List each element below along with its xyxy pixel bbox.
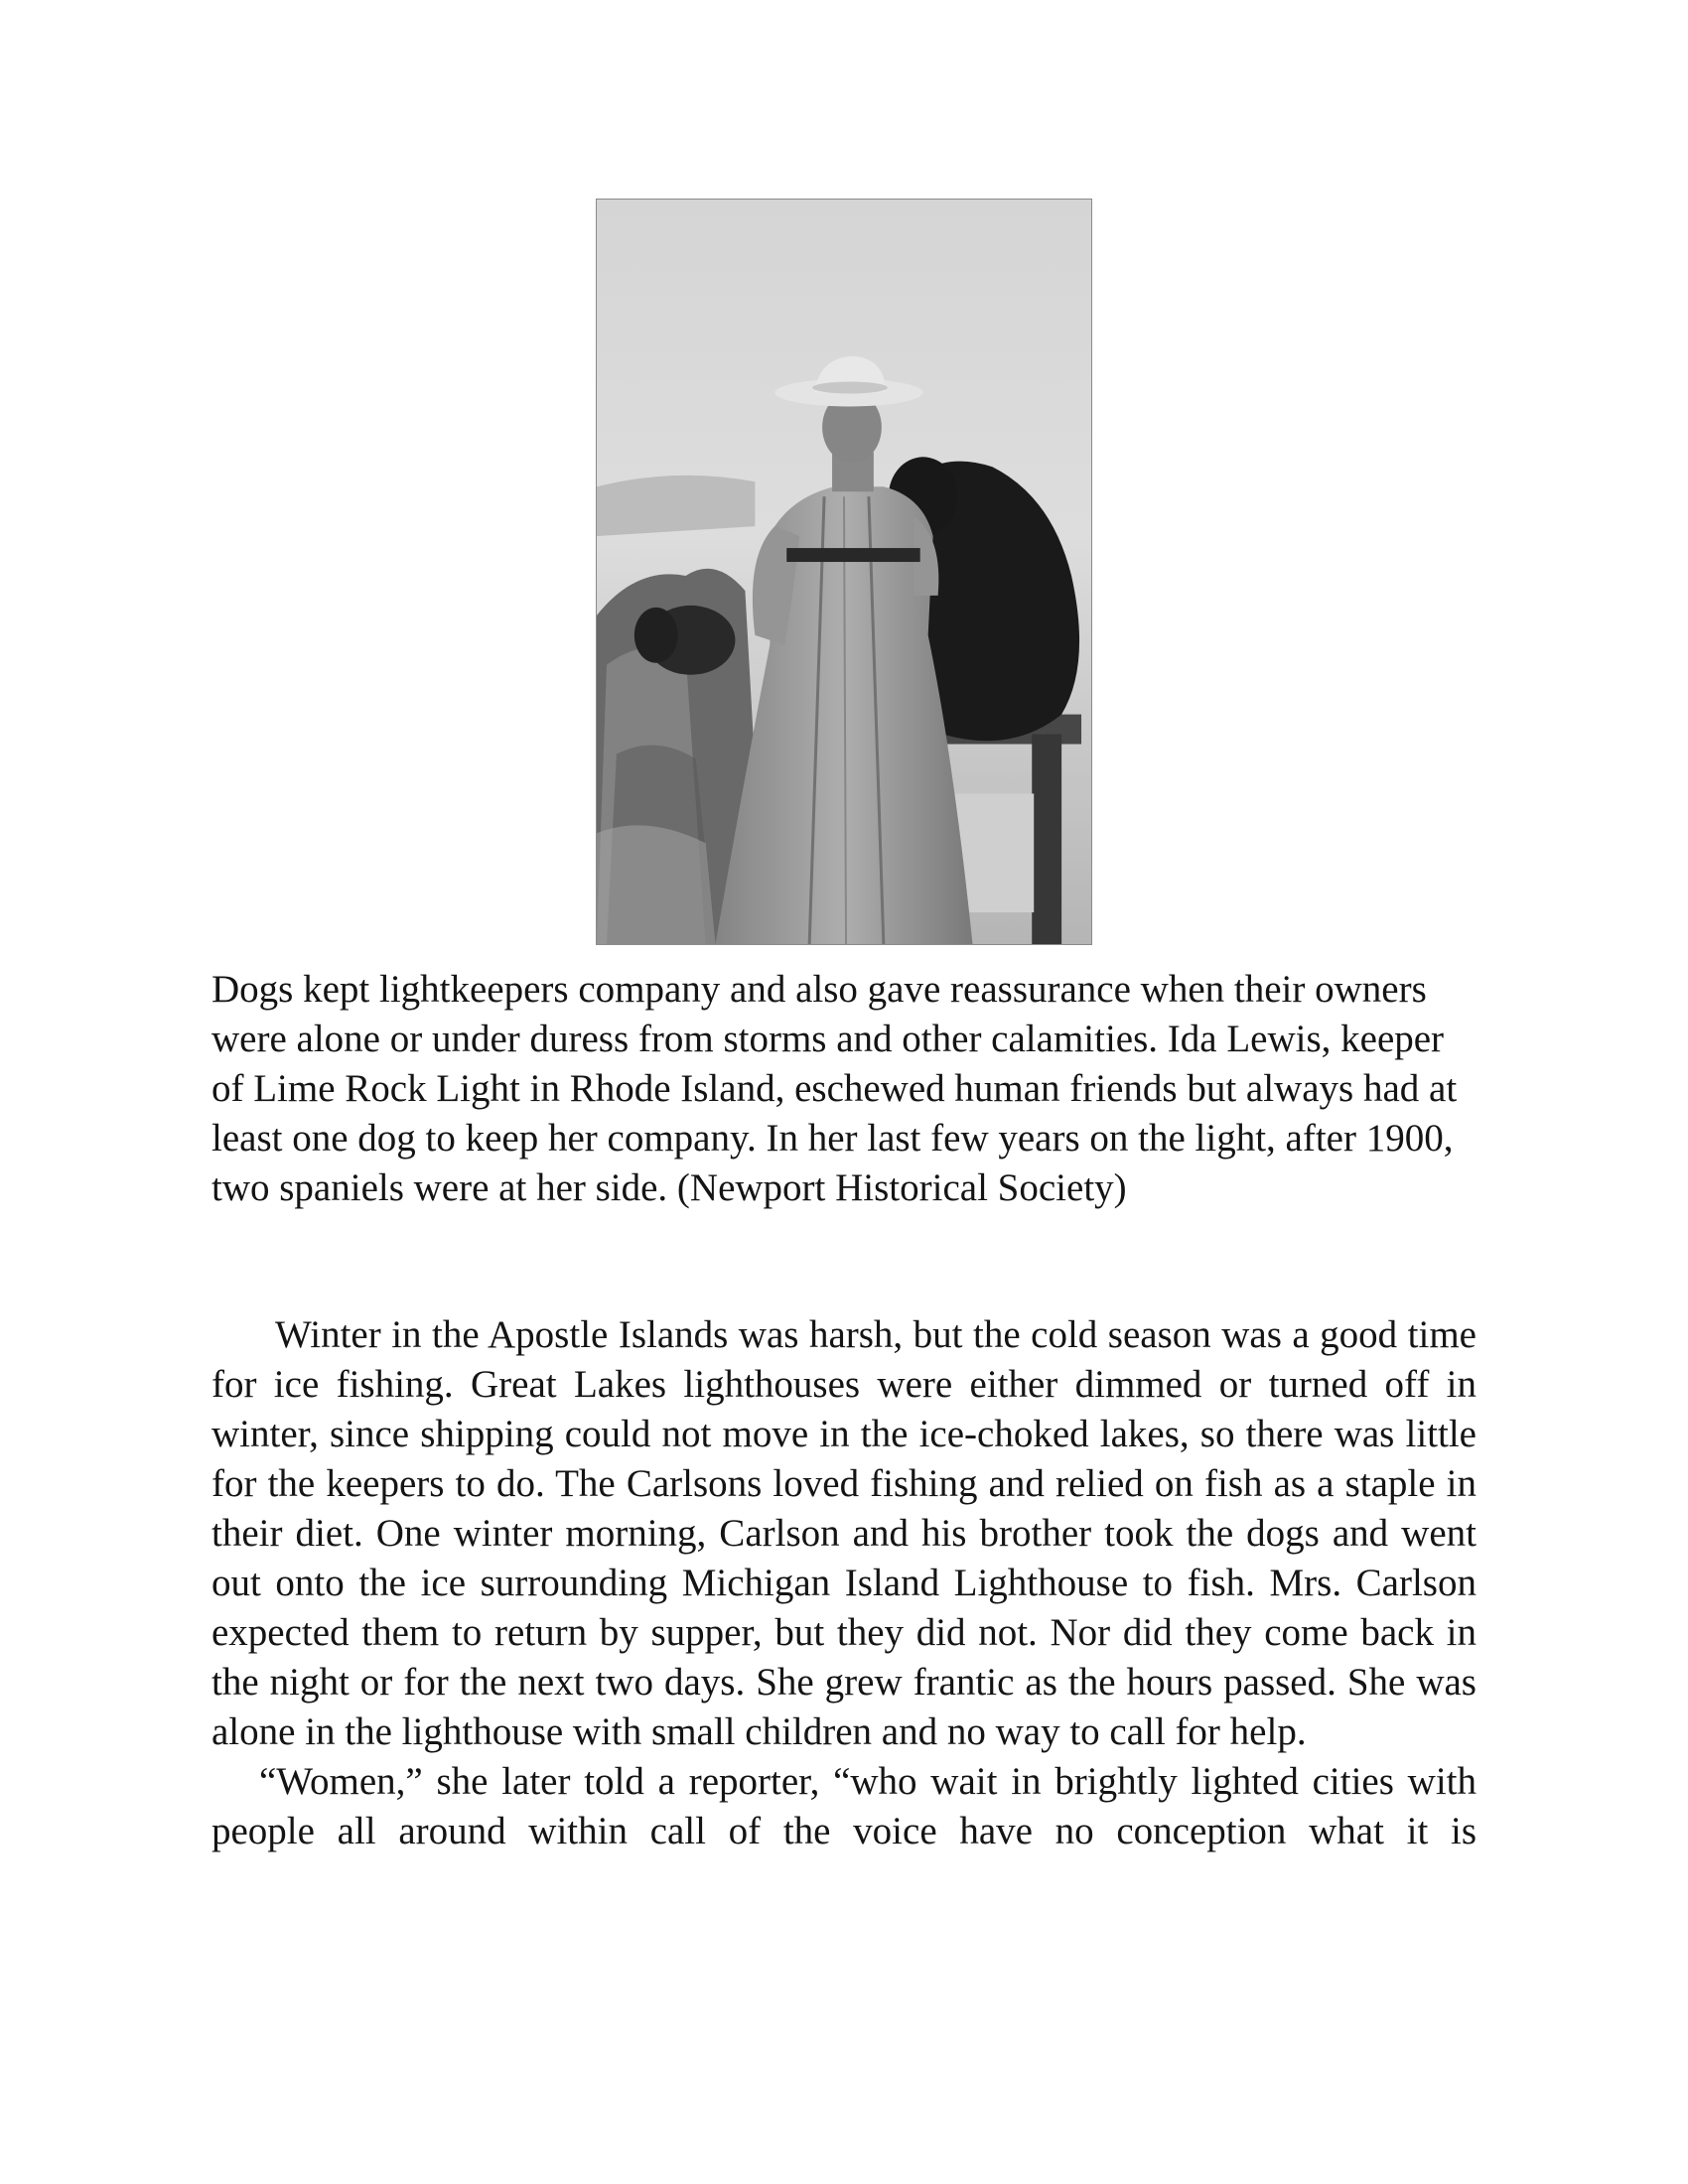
body-paragraph-2: “Women,” she later told a reporter, “who wait in brightly lighted cities with people all around within call of the voice have no conception what it is [211, 1760, 1477, 1852]
body-text [211, 1310, 1477, 1856]
historical-photo [596, 199, 1092, 945]
woman-with-dog-photo-icon [597, 200, 1091, 944]
body-paragraph-1: Winter in the Apostle Islands was harsh, but the cold season was a good time for ice fishing. Great Lakes lighthouses were either dimmed or turned off in winter, since shipping could not move in the ice-choked lakes, so there was little for the keepers to do. The Carlsons loved fishing and relied on fish as a staple in their diet. One winter morning, Carlson and his brother took the dogs and went out onto the ice surrounding Michigan Island Lighthouse to fish. Mrs. Carlson expected them to return by supper, but they did not. Nor did they come back in the night or for the next two days. She grew frantic as the hours passed. She was alone in the lighthouse with small children and no way to call for help. [211, 1313, 1477, 1753]
photo-caption: Dogs kept lightkeepers company and also gave reassurance when their owners were alone or under duress from storms and other calamities. Ida Lewis, keeper of Lime Rock Light in Rhode Island, eschewed human friends but always had at least one dog to keep her company. In her last few years on the light, after 1900, two spaniels were at her side. (Newport Historical Society) [211, 968, 1458, 1209]
